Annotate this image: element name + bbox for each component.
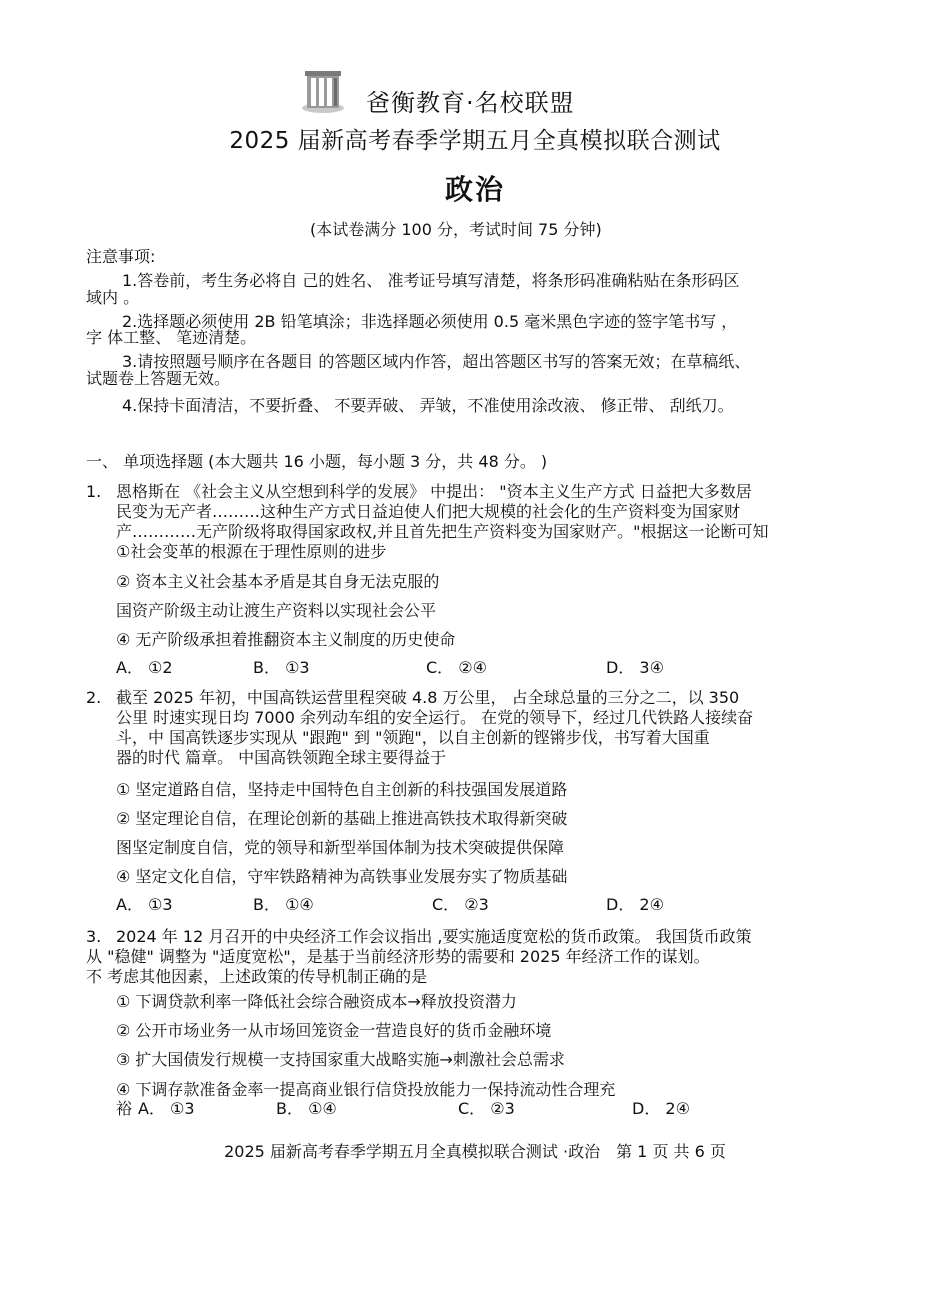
question-3-option-d: D． 2④ xyxy=(632,1099,690,1118)
question-3-statement-2: ② 公开市场业务一从市场回笼资金一营造良好的货币金融环境 xyxy=(116,1021,552,1040)
note-2-line-1: 2.选择题必须使用 2B 铅笔填涂；非选择题必须使用 0.5 毫米黑色字迹的签字笔书写 ， xyxy=(122,312,738,331)
question-1-option-c: C． ②④ xyxy=(426,658,487,677)
question-3-stem-line-3: 不 考虑其他因素，上述政策的传导机制正确的是 xyxy=(86,967,428,986)
question-2-statement-3: 图坚定制度自信，党的领导和新型举国体制为技术突破提供保障 xyxy=(116,838,565,857)
question-2-statement-2: ② 坚定理论自信，在理论创新的基础上推进高铁技术取得新突破 xyxy=(116,809,568,828)
question-2-option-a: A． ①3 xyxy=(116,895,173,914)
question-2-stem-line-3: 斗，中 国高铁逐步实现从 "跟跑" 到 "领跑"，以自主创新的铿锵步伐，书写着大国重 xyxy=(116,728,710,747)
notes-heading: 注意事项: xyxy=(86,247,156,266)
question-1-number: 1. xyxy=(86,482,102,501)
note-4: 4.保持卡面清洁，不要折叠、 不要弄破、 弄皱，不准使用涂改液、 修正带、 刮纸刀。 xyxy=(122,396,734,415)
page-footer: 2025 届新高考春季学期五月全真模拟联合测试 ·政治 第 1 页 共 6 页 xyxy=(224,1142,726,1161)
question-1-stem-line-1: 恩格斯在 《社会主义从空想到科学的发展》 中提出： "资本主义生产方式 日益把大多数居 xyxy=(116,482,752,501)
note-3-line-1: 3.请按照题号顺序在各题目 的答题区域内作答，超出答题区书写的答案无效；在草稿纸、 xyxy=(122,352,751,371)
note-3-line-2: 试题卷上答题无效。 xyxy=(86,369,231,388)
note-2-line-2: 字 体工整、 笔迹清楚。 xyxy=(86,328,257,347)
question-3-option-a: A． ①3 xyxy=(138,1099,195,1118)
question-1-option-a: A． ①2 xyxy=(116,658,173,677)
question-2-stem-line-1: 截至 2025 年初，中国高铁运营里程突破 4.8 万公里， 占全球总量的三分之二，以 350 xyxy=(116,688,740,707)
question-1-option-d: D． 3④ xyxy=(606,658,664,677)
question-3-statement-1: ① 下调贷款利率一降低社会综合融资成本→释放投资潜力 xyxy=(116,992,517,1011)
question-2-statement-4: ④ 坚定文化自信，守牢铁路精神为高铁事业发展夯实了物质基础 xyxy=(116,867,568,886)
brand-name: 爸衡教育·名校联盟 xyxy=(366,89,575,117)
question-1-statement-1: ①社会变革的根源在于理性原则的进步 xyxy=(116,542,387,561)
question-2-option-d: D． 2④ xyxy=(606,895,664,914)
question-3-stem-line-1: 2024 年 12 月召开的中央经济工作会议指出 ,要实施适度宽松的货币政策。 我国货币政策 xyxy=(116,927,752,946)
question-1-statement-3: 国资产阶级主动让渡生产资料以实现社会公平 xyxy=(116,601,437,620)
question-3-statement-4: ④ 下调存款准备金率一提高商业银行信贷投放能力一保持流动性合理充 xyxy=(116,1080,616,1099)
question-2-number: 2. xyxy=(86,688,102,707)
question-3-statement-4-cont: 裕 xyxy=(116,1099,133,1118)
question-2-stem-line-4: 器的时代 篇章。 中国高铁领跑全球主要得益于 xyxy=(116,748,447,767)
question-2-statement-1: ① 坚定道路自信，坚持走中国特色自主创新的科技强国发展道路 xyxy=(116,780,568,799)
school-logo-icon xyxy=(300,68,346,114)
question-3-statement-3: ③ 扩大国债发行规模一支持国家重大战略实施→刺激社会总需求 xyxy=(116,1050,565,1069)
question-3-stem-line-2: 从 "稳健" 调整为 "适度宽松"，是基于当前经济形势的需要和 2025 年经济工作的谋划。 xyxy=(86,947,710,966)
question-2-option-b: B． ①④ xyxy=(253,895,314,914)
question-1-statement-2: ② 资本主义社会基本矛盾是其自身无法克服的 xyxy=(116,572,440,591)
question-1-option-b: B． ①3 xyxy=(253,658,310,677)
question-1-stem-line-2: 民变为无产者………这种生产方式日益迫使人们把大规模的社会化的生产资料变为国家财 xyxy=(116,502,741,521)
question-2-option-c: C． ②3 xyxy=(432,895,489,914)
note-1-line-2: 域内 。 xyxy=(86,288,140,307)
section-heading: 一、 单项选择题 (本大题共 16 小题，每小题 3 分，共 48 分。 ) xyxy=(86,452,548,471)
question-1-stem-line-3: 产…………无产阶级将取得国家政权,并且首先把生产资料变为国家财产。"根据这一论断可知 xyxy=(116,522,769,541)
question-1-statement-4: ④ 无产阶级承担着推翻资本主义制度的历史使命 xyxy=(116,630,456,649)
note-1-line-1: 1.答卷前，考生务必将自 己的姓名、 准考证号填写清楚，将条形码准确粘贴在条形码区 xyxy=(122,271,740,290)
exam-title: 2025 届新高考春季学期五月全真模拟联合测试 xyxy=(229,128,721,154)
question-2-stem-line-2: 公里 时速实现日均 7000 余列动车组的安全运行。 在党的领导下，经过几代铁路人接续奋 xyxy=(116,708,754,727)
question-3-number: 3. xyxy=(86,927,102,946)
question-3-option-b: B． ①④ xyxy=(276,1099,337,1118)
exam-info: (本试卷满分 100 分，考试时间 75 分钟) xyxy=(310,220,602,239)
subject-title: 政治 xyxy=(444,173,505,206)
question-3-option-c: C． ②3 xyxy=(458,1099,515,1118)
